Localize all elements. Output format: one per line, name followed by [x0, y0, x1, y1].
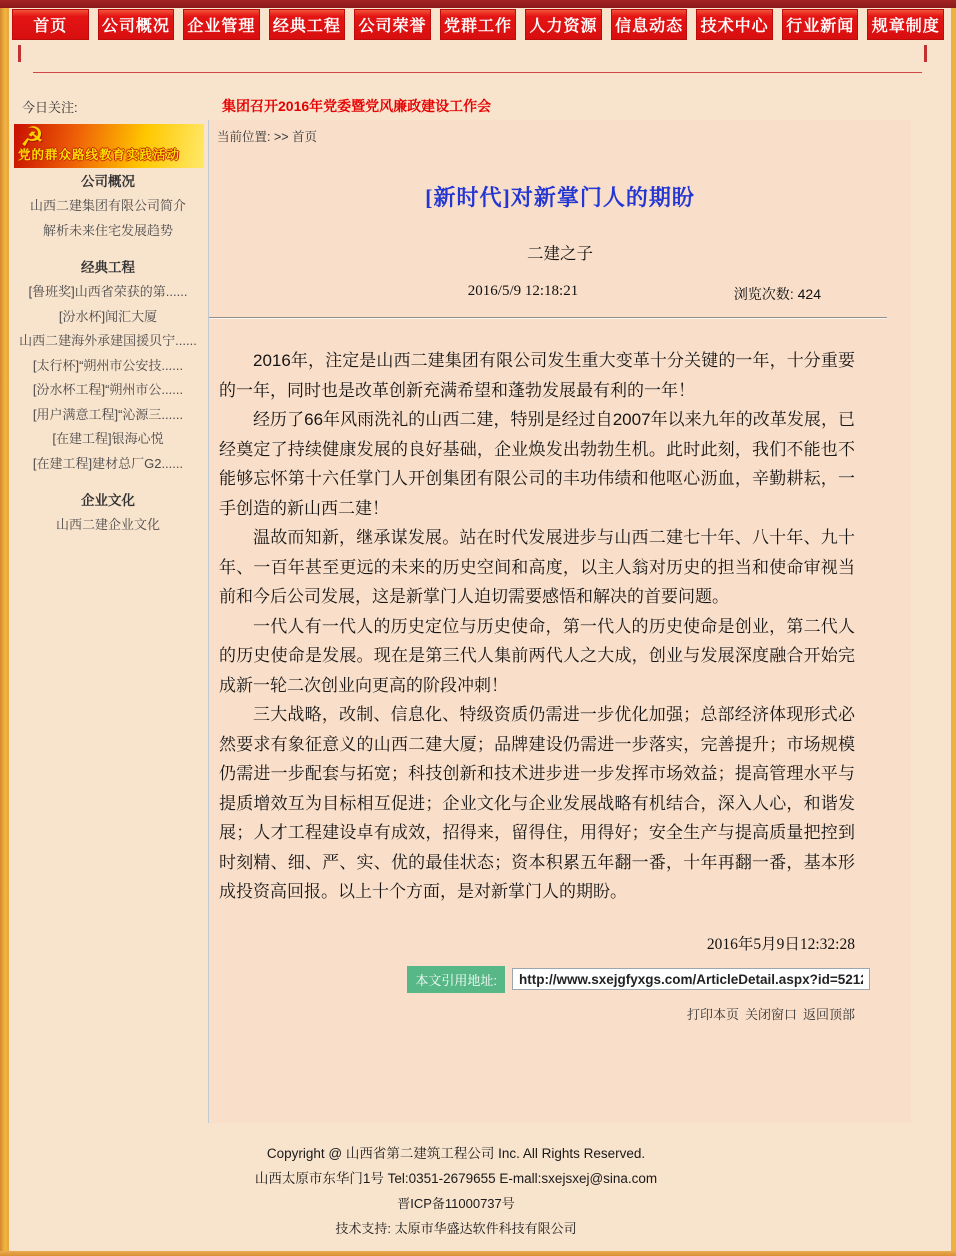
nav-button[interactable]: 党群工作 — [440, 9, 517, 40]
nav-button[interactable]: 首页 — [12, 9, 89, 40]
sidebar-link[interactable]: 山西二建集团有限公司简介 — [29, 198, 186, 213]
breadcrumb-home-link[interactable]: 首页 — [292, 130, 318, 144]
action-link[interactable]: 关闭窗口 — [744, 1006, 797, 1022]
article-actions — [209, 1004, 855, 1023]
sidebar-section-company — [12, 170, 204, 243]
article-panel — [208, 120, 911, 1123]
sidebar-link[interactable]: 山西二建企业文化 — [55, 517, 160, 532]
nav-button[interactable]: 技术中心 — [696, 9, 773, 40]
sidebar-company-list — [12, 194, 204, 243]
action-link[interactable]: 打印本页 — [686, 1006, 739, 1022]
party-emblem-icon: ☭ — [20, 124, 45, 153]
main-nav — [12, 9, 944, 40]
footer-copyright: Copyright @ 山西省第二建筑工程公司 Inc. All Rights Reserved. — [266, 1146, 646, 1161]
footer-address: 山西太原市东华门1号 Tel:0351-2679655 E-mall:sxejsxej@sina.com — [254, 1171, 658, 1186]
citation-row — [209, 966, 870, 993]
sidebar-link[interactable]: [用户满意工程]“沁源三...... — [32, 406, 184, 422]
left-tick-decoration — [18, 45, 21, 62]
nav-button[interactable]: 行业新闻 — [782, 9, 859, 40]
nav-button[interactable]: 公司概况 — [98, 9, 175, 40]
sidebar-section-title: 公司概况 — [81, 174, 135, 189]
article-author: 二建之子 — [527, 245, 593, 263]
nav-button[interactable]: 信息动态 — [611, 9, 688, 40]
nav-button[interactable]: 规章制度 — [867, 9, 944, 40]
sidebar-culture-list — [12, 513, 204, 538]
footer-tech-support: 技术支持: 太原市华盛达软件科技有限公司 — [335, 1221, 577, 1236]
article-post-time: 2016年5月9日12:32:28 — [706, 935, 855, 953]
article-paragraph: 2016年，注定是山西二建集团有限公司发生重大变革十分关键的一年，十分重要的一年，同时也是改革创新充满希望和蓬勃发展最有利的一年！ — [219, 351, 855, 400]
cite-url-input[interactable] — [512, 968, 870, 990]
article-separator — [209, 317, 887, 319]
bottom-orange-bar — [0, 1251, 956, 1256]
sidebar-section-title: 经典工程 — [81, 260, 135, 275]
article-paragraph: 温故而知新，继承谋发展。站在时代发展进步与山西二建七十年、八十年、九十年、一百年甚至更远的未来的历史空间和高度，以主人翁对历史的担当和使命审视当前和今后公司发展，这是新掌门人迫切需要感悟和解决的首要问题。 — [219, 528, 855, 606]
sidebar-link[interactable]: [在建工程]银海心悦 — [52, 431, 164, 446]
action-link[interactable]: 返回顶部 — [802, 1006, 855, 1022]
article-date: 2016/5/9 12:18:21 — [467, 283, 579, 299]
nav-button[interactable]: 企业管理 — [183, 9, 260, 40]
sidebar-link[interactable]: [在建工程]建材总厂G2...... — [32, 455, 184, 471]
headline-marquee-link[interactable]: 集团召开2016年党委暨党风廉政建设工作会 — [222, 98, 492, 114]
article-paragraph: 一代人有一代人的历史定位与历史使命，第一代人的历史使命是创业，第二代人的历史使命是发展。现在是第三代人集前两代人之大成，创业与发展深度融合开始完成新一轮二次创业向更高的阶段冲刺！ — [219, 616, 855, 695]
sidebar-link[interactable]: 解析未来住宅发展趋势 — [42, 222, 173, 238]
nav-button[interactable]: 公司荣誉 — [354, 9, 431, 40]
breadcrumb — [217, 127, 911, 145]
banner-text: 党的群众路线教育实践活动 — [18, 148, 181, 162]
sidebar-section-culture — [12, 489, 204, 538]
article-meta — [209, 283, 911, 301]
nav-button[interactable]: 人力资源 — [525, 9, 602, 40]
article-paragraph: 经历了66年风雨洗礼的山西二建，特别是经过自2007年以来九年的改革发展，已经奠定了持续健康发展的良好基础，企业焕发出勃勃生机。此时此刻，我们不能也不能够忘怀第十六任掌门人开创集团有限公司的丰功伟绩和他呕心沥血，辛勤耕耘，一手创造的新山西二建！ — [219, 410, 855, 518]
header-divider-line — [33, 72, 922, 73]
nav-button[interactable]: 经典工程 — [269, 9, 346, 40]
breadcrumb-label: 当前位置: >> — [217, 130, 289, 144]
article-title: [新时代]对新掌门人的期盼 — [425, 185, 695, 210]
page-footer — [0, 1141, 912, 1241]
sidebar-link[interactable]: [鲁班奖]山西省荣获的第...... — [28, 284, 188, 299]
sidebar-link[interactable]: [太行杯]“朔州市公安技...... — [32, 357, 184, 373]
left-border-strip — [0, 0, 9, 1256]
focus-banner[interactable] — [14, 124, 204, 168]
top-red-bar — [0, 0, 956, 8]
view-count: 浏览次数: 424 — [733, 286, 821, 302]
sidebar-link[interactable]: [汾水杯工程]“朔州市公...... — [32, 382, 184, 397]
footer-icp: 晋ICP备11000737号 — [397, 1196, 515, 1211]
sidebar — [12, 170, 204, 538]
right-tick-decoration — [924, 45, 927, 62]
sidebar-link[interactable]: [汾水杯]闻汇大厦 — [58, 308, 158, 324]
today-focus-label: 今日关注: — [22, 100, 78, 115]
article-paragraph: 三大战略，改制、信息化、特级资质仍需进一步优化加强；总部经济体现形式必然要求有象征意义的山西二建大厦；品牌建设仍需进一步落实，完善提升；市场规模仍需进一步配套与拓宽；科技创新和技术进步进一步发挥市场效益；提高管理水平与提质增效互为目标相互促进；企业文化与企业发展战略有机结合，深入人心，和谐发展；人才工程建设卓有成效，招得来，留得住，用得好；安全生产与提高质量把控到时刻精、细、严、实、优的最佳状态；资本积累五年翻一番，十年再翻一番，基本形成投资高回报。以上十个方面，是对新掌门人的期盼。 — [219, 705, 855, 901]
sidebar-link[interactable]: 山西二建海外承建国援贝宁...... — [19, 333, 197, 348]
right-border-strip — [951, 0, 956, 1256]
citation-label-badge: 本文引用地址: — [407, 966, 505, 993]
article-body — [219, 346, 855, 907]
sidebar-projects-list — [12, 280, 204, 476]
sidebar-section-title: 企业文化 — [81, 493, 135, 508]
